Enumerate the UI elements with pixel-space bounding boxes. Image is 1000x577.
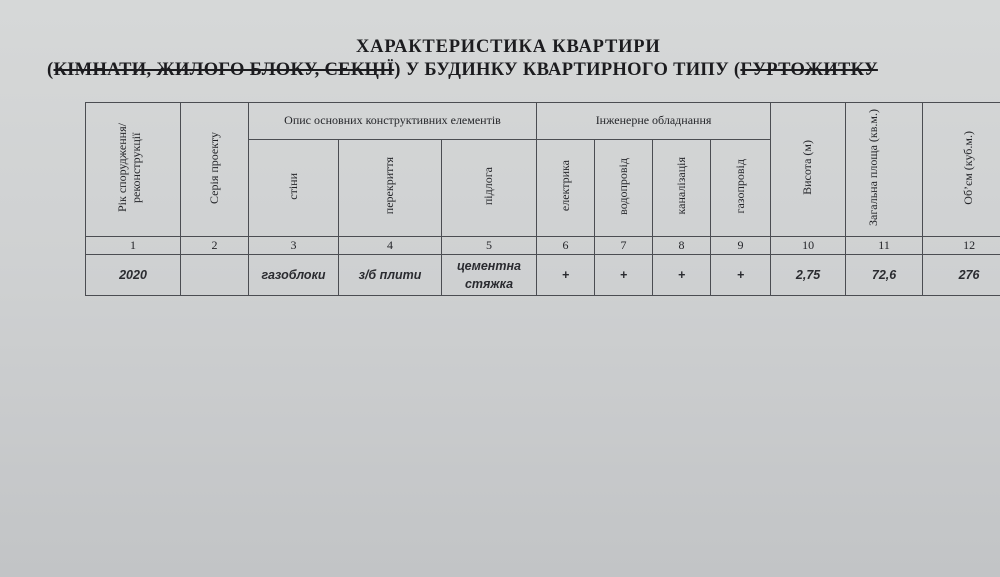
header-area — [846, 103, 923, 237]
column-number: 9 — [711, 237, 771, 255]
header-year-label: Рік спорудження/ реконструкції — [115, 123, 143, 212]
cell-year: 2020 — [86, 255, 181, 296]
subtitle-open-paren: ( — [47, 60, 54, 80]
column-number: 6 — [537, 237, 595, 255]
header-sewer — [653, 140, 711, 237]
header-walls-label: стіни — [285, 172, 300, 200]
header-floor — [442, 140, 537, 237]
cell-area: 72,6 — [846, 255, 923, 296]
cell-electric: + — [537, 255, 595, 296]
column-number: 11 — [846, 237, 923, 255]
header-electric-label: електрика — [557, 160, 572, 212]
header-structural-group: Опис основних конструктивних елементів — [249, 103, 537, 140]
header-gas — [711, 140, 771, 237]
header-series-label: Серія проекту — [206, 131, 221, 204]
document-title: ХАРАКТЕРИСТИКА КВАРТИРИ — [356, 37, 661, 57]
header-engineering-group: Інженерне обладнання — [537, 103, 771, 140]
column-number: 7 — [595, 237, 653, 255]
column-number: 4 — [339, 237, 442, 255]
header-water — [595, 140, 653, 237]
column-number: 1 — [86, 237, 181, 255]
column-number: 5 — [442, 237, 537, 255]
header-floors-ceiling-label: перекриття — [382, 157, 397, 215]
cell-water: + — [595, 255, 653, 296]
header-height-label: Висота (м) — [800, 140, 815, 195]
cell-sewer: + — [653, 255, 711, 296]
cell-floor-line2: стяжка — [464, 277, 514, 291]
column-number: 10 — [771, 237, 846, 255]
cell-gas: + — [711, 255, 771, 296]
cell-series — [181, 255, 249, 296]
column-number: 3 — [249, 237, 339, 255]
cell-height: 2,75 — [771, 255, 846, 296]
header-water-label: водопровід — [615, 157, 630, 215]
apartment-characteristics-table — [85, 102, 1000, 296]
cell-walls: газоблоки — [249, 255, 339, 296]
subtitle-struck-option-1: КІМНАТИ, ЖИЛОГО БЛОКУ, СЕКЦІЇ — [53, 60, 395, 80]
cell-volume: 276 — [923, 255, 1000, 296]
column-number: 2 — [181, 237, 249, 255]
header-floor-label: підлога — [481, 166, 496, 206]
header-volume-label: Об’єм (куб.м.) — [961, 130, 976, 205]
header-electric — [537, 140, 595, 237]
header-floors-ceiling — [339, 140, 442, 237]
document-subtitle — [47, 60, 878, 81]
header-sewer-label: каналізація — [673, 157, 688, 215]
cell-floors-ceiling: з/б плити — [339, 255, 442, 296]
header-series — [181, 103, 249, 237]
column-number: 8 — [653, 237, 711, 255]
header-gas-label: газопровід — [732, 158, 747, 214]
cell-floor-line1: цементна — [457, 259, 521, 273]
header-height — [771, 103, 846, 237]
header-volume — [923, 103, 1000, 237]
column-number: 12 — [923, 237, 1000, 255]
subtitle-struck-option-2: ГУРТОЖИТКУ — [740, 60, 878, 80]
header-year — [86, 103, 181, 237]
header-walls — [249, 140, 339, 237]
subtitle-middle-text: ) У БУДИНКУ КВАРТИРНОГО ТИПУ ( — [394, 60, 741, 80]
cell-floor — [442, 255, 537, 296]
header-area-label: Загальна площа (кв.м.) — [866, 109, 881, 226]
